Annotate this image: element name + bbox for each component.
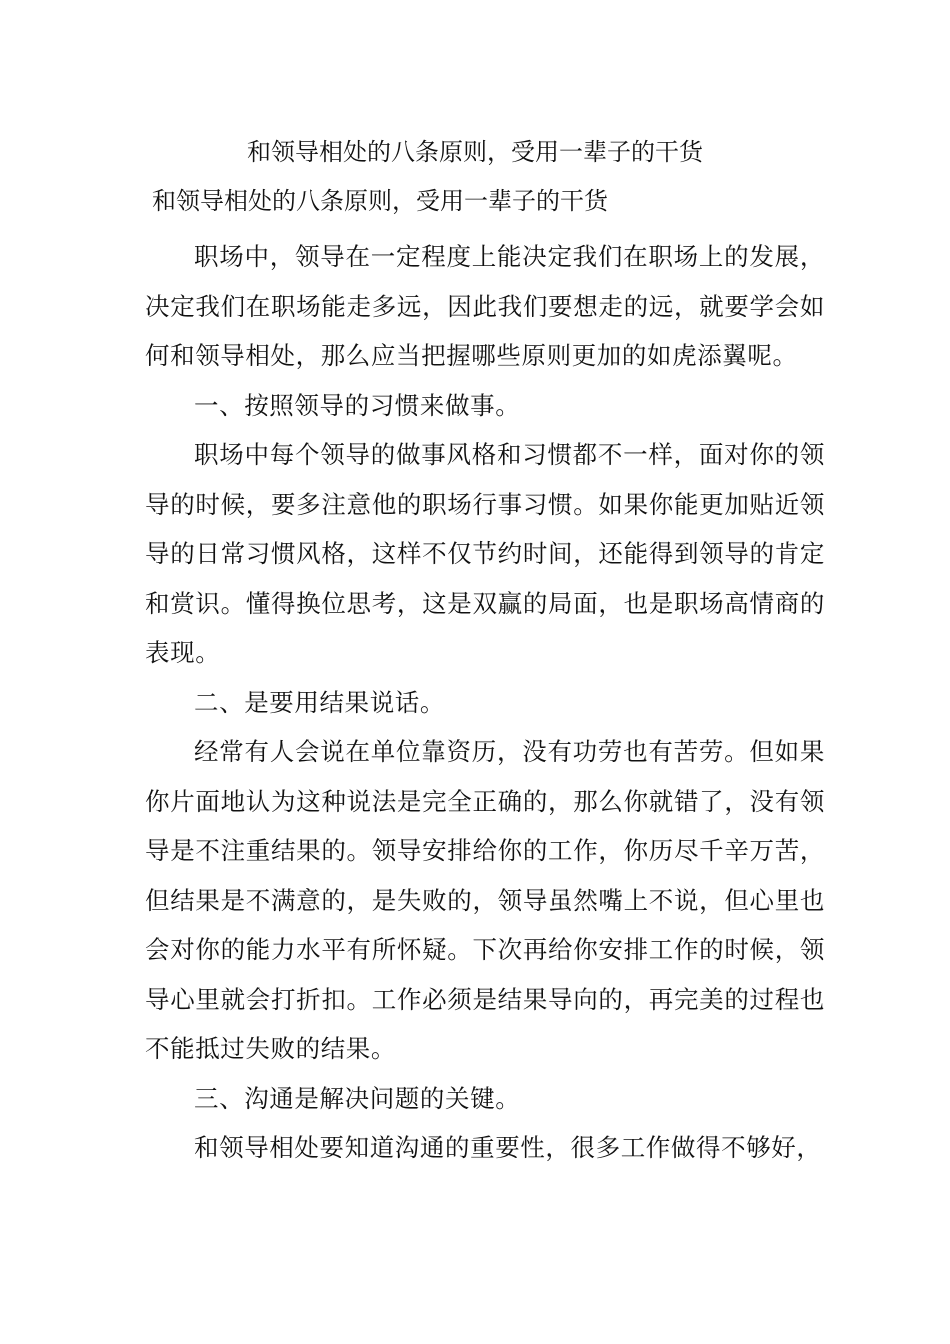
document-body bbox=[145, 232, 825, 1173]
paragraph-intro: 职场中，领导在一定程度上能决定我们在职场上的发展，决定我们在职场能走多远，因此我们要想走的远，就要学会如何和领导相处，那么应当把握哪些原则更加的如虎添翼呢。 bbox=[145, 242, 825, 370]
section-heading-1: 一、按照领导的习惯来做事。 bbox=[194, 390, 521, 420]
paragraph-section-1: 职场中每个领导的做事风格和习惯都不一样，面对你的领导的时候，要多注意他的职场行事习惯。如果你能更加贴近领导的日常习惯风格，这样不仅节约时间，还能得到领导的肯定和赏识。懂得换位思考，这是双赢的局面，也是职场高情商的表现。 bbox=[145, 440, 825, 667]
document-subtitle: 和领导相处的八条原则，受用一辈子的干货 bbox=[152, 187, 608, 215]
section-heading-2: 二、是要用结果说话。 bbox=[194, 687, 445, 717]
paragraph-section-2: 经常有人会说在单位靠资历，没有功劳也有苦劳。但如果你片面地认为这种说法是完全正确的，那么你就错了，没有领导是不注重结果的。领导安排给你的工作，你历尽千辛万苦，但结果是不满意的，是失败的，领导虽然嘴上不说，但心里也会对你的能力水平有所怀疑。下次再给你安排工作的时候，领导心里就会打折扣。工作必须是结果导向的，再完美的过程也不能抵过失败的结果。 bbox=[145, 737, 825, 1063]
section-heading-3: 三、沟通是解决问题的关键。 bbox=[194, 1083, 521, 1113]
paragraph-section-3: 和领导相处要知道沟通的重要性，很多工作做得不够好， bbox=[194, 1133, 822, 1162]
document-title: 和领导相处的八条原则，受用一辈子的干货 bbox=[247, 138, 703, 166]
